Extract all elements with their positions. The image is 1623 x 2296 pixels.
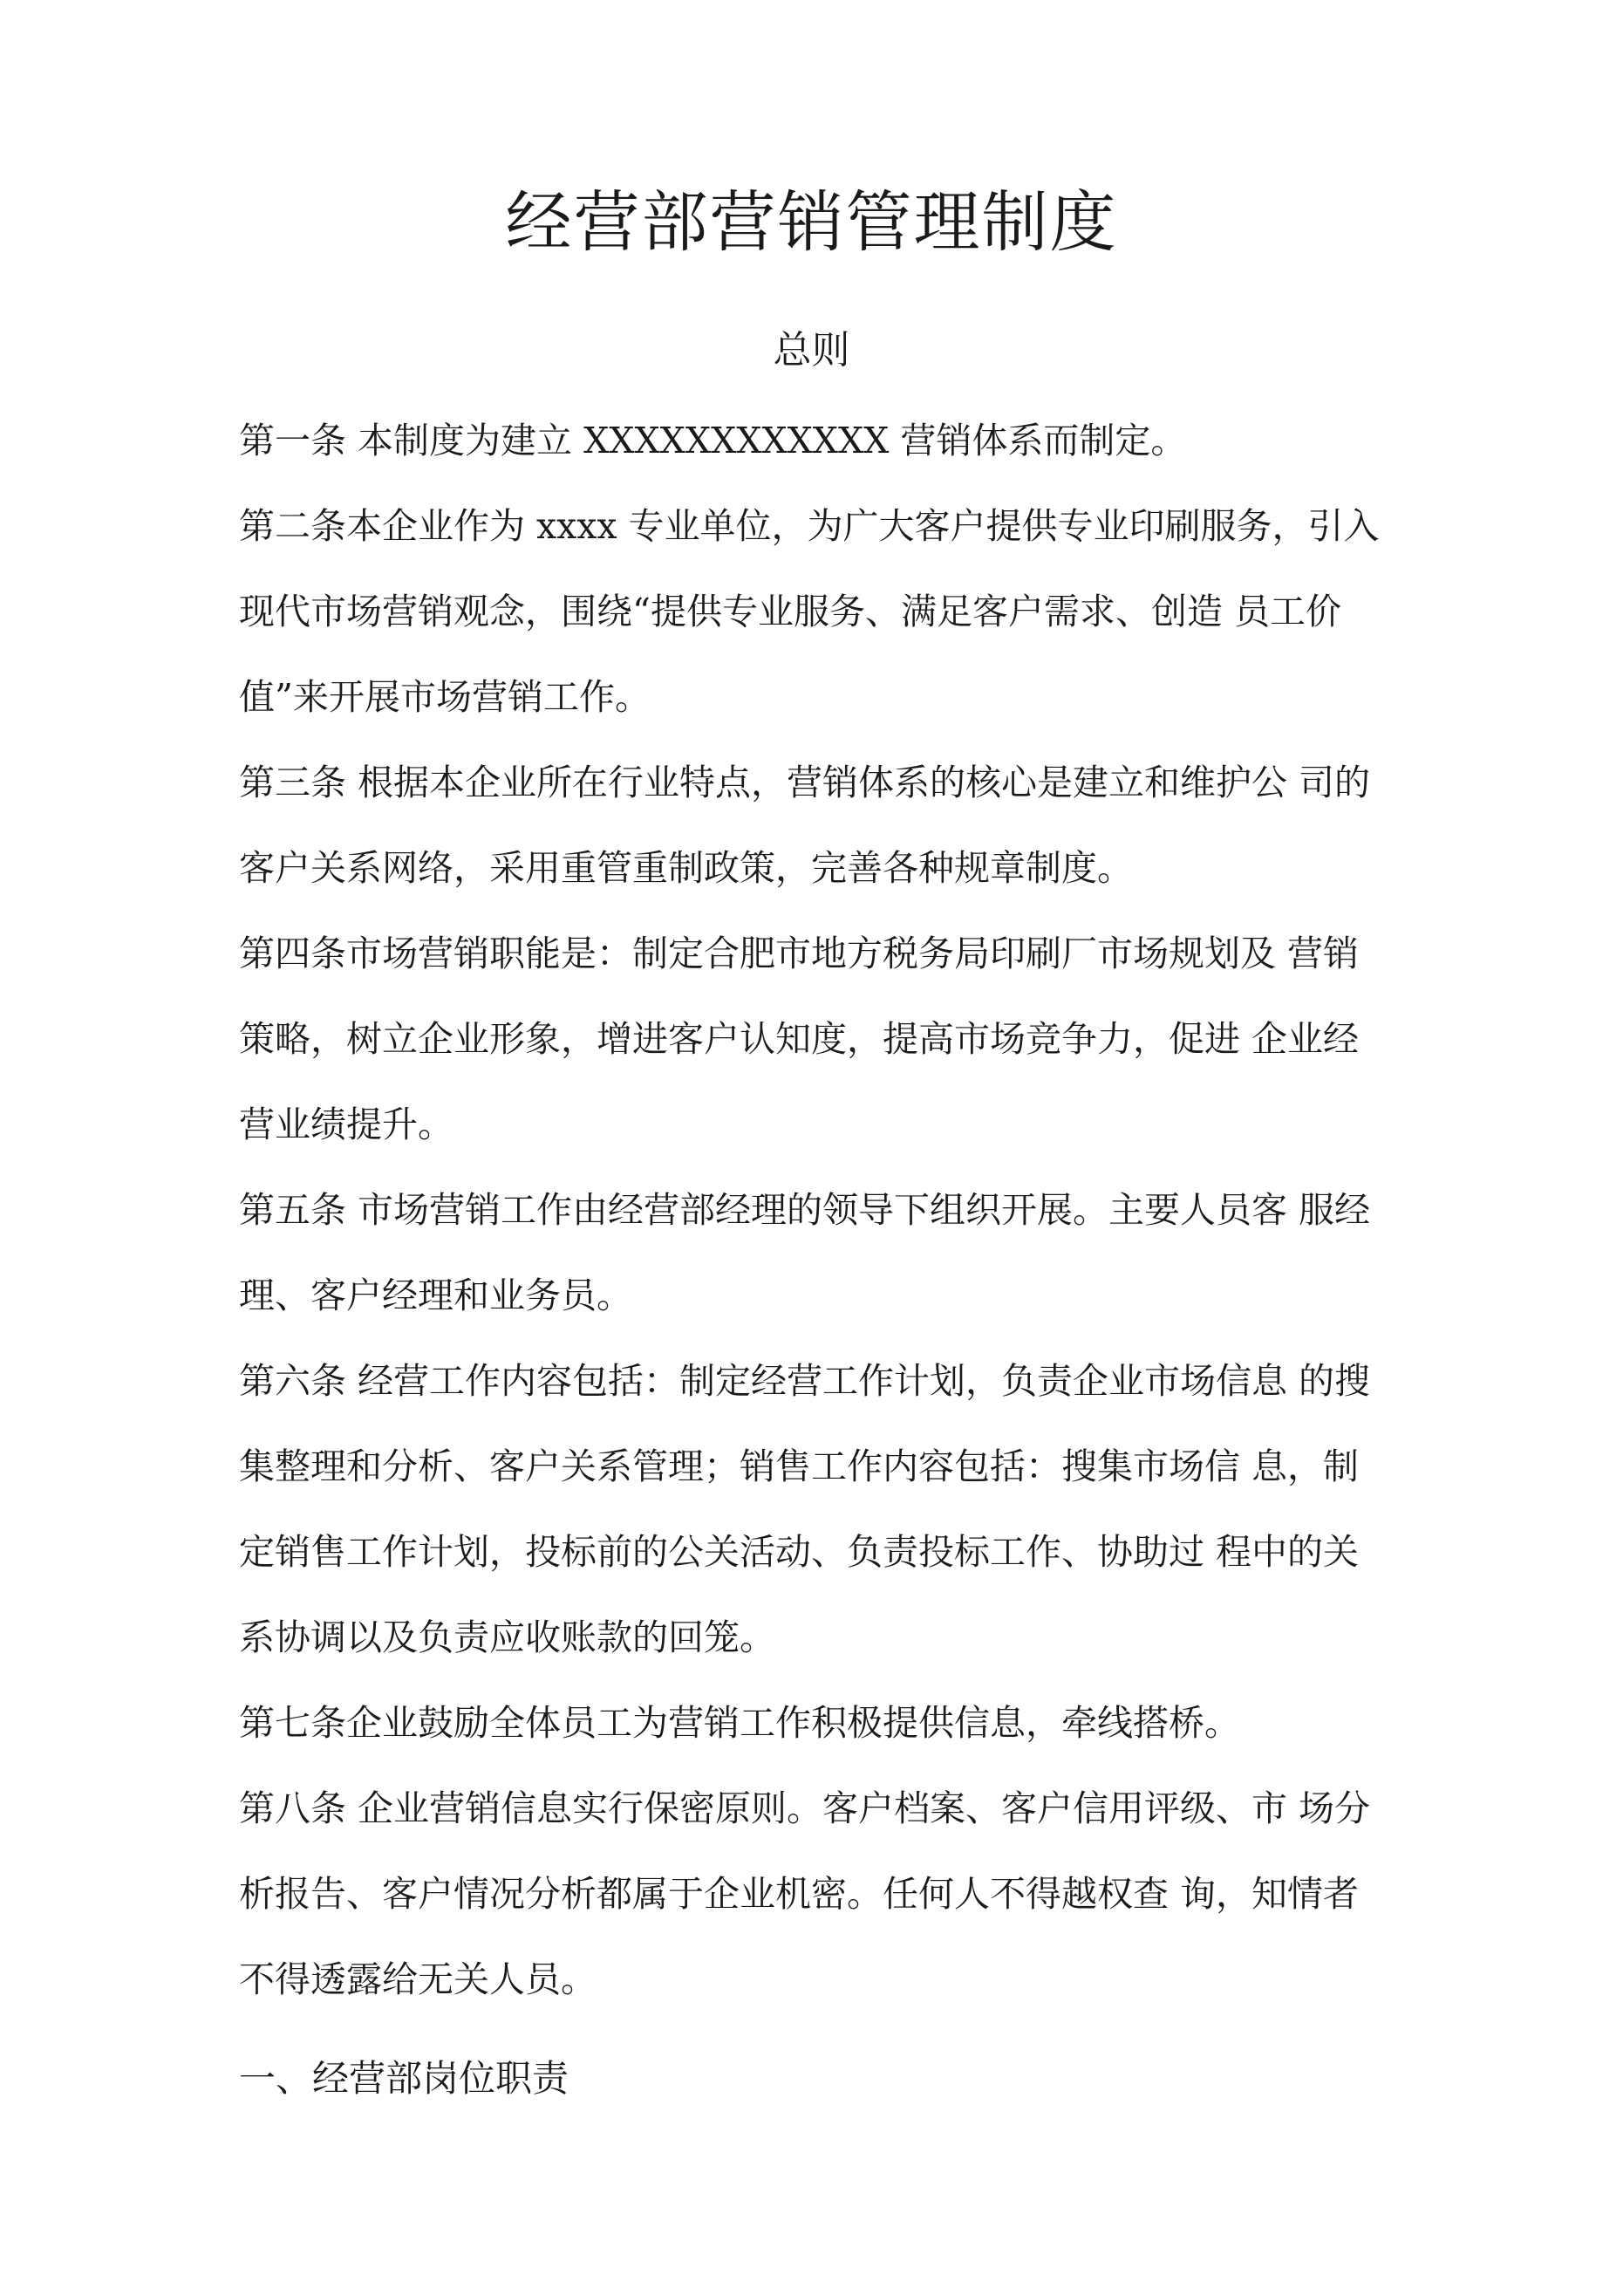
article-6 — [239, 1350, 1408, 1692]
section-heading: 总则 — [773, 328, 850, 372]
chapter-heading: 一、经营部岗位职责 — [239, 2057, 569, 2100]
text-line: 第七条企业鼓励全体员工为营销工作积极提供信息，牵线搭桥。 — [239, 1702, 1240, 1744]
text-line: 系协调以及负责应收账款的回笼。 — [239, 1616, 775, 1658]
text-line: 定销售工作计划，投标前的公关活动、负责投标工作、协助过 程中的关 — [239, 1531, 1360, 1573]
text-line: 不得透露给无关人员。 — [239, 1958, 597, 2000]
text-line: 客户关系网络，采用重管重制政策，完善各种规章制度。 — [239, 847, 1133, 889]
text-line: 值”来开展市场营销工作。 — [239, 676, 651, 718]
text-line: 现代市场营销观念，围绕“提供专业服务、满足客户需求、创造 员工价 — [239, 591, 1341, 632]
text-line: 析报告、客户情况分析都属于企业机密。任何人不得越权查 询，知情者 — [239, 1873, 1360, 1915]
article-7 — [239, 1692, 1408, 1778]
document-title: 经营部营销管理制度 — [505, 183, 1118, 261]
text-line: 第二条本企业作为 xxxx 专业单位，为广大客户提供专业印刷服务，引入 — [239, 505, 1380, 547]
text-line: 营业绩提升。 — [239, 1104, 453, 1145]
text-line: 第八条 企业营销信息实行保密原则。客户档案、客户信用评级、市 场分 — [239, 1787, 1371, 1829]
text-line: 策略，树立企业形象，增进客户认知度，提高市场竞争力，促进 企业经 — [239, 1018, 1360, 1060]
text-line: 第六条 经营工作内容包括：制定经营工作计划，负责企业市场信息 的搜 — [239, 1360, 1371, 1402]
article-2 — [239, 495, 1408, 752]
text-line: 理、客户经理和业务员。 — [239, 1274, 632, 1316]
text-line: 第三条 根据本企业所在行业特点，营销体系的核心是建立和维护公 司的 — [239, 762, 1371, 803]
article-4 — [239, 923, 1408, 1179]
article-5 — [239, 1179, 1408, 1350]
text-line: 第五条 市场营销工作由经营部经理的领导下组织开展。主要人员客 服经 — [239, 1189, 1371, 1231]
text-line: 第一条 本制度为建立 XXXXXXXXXXXX 营销体系而制定。 — [239, 420, 1187, 461]
text-line: 第四条市场营销职能是：制定合肥市地方税务局印刷厂市场规划及 营销 — [239, 933, 1360, 974]
article-3 — [239, 752, 1408, 923]
article-8 — [239, 1778, 1408, 2034]
body-text — [239, 410, 1408, 2034]
text-line: 集整理和分析、客户关系管理；销售工作内容包括：搜集市场信 息，制 — [239, 1445, 1360, 1487]
article-1 — [239, 410, 1408, 495]
